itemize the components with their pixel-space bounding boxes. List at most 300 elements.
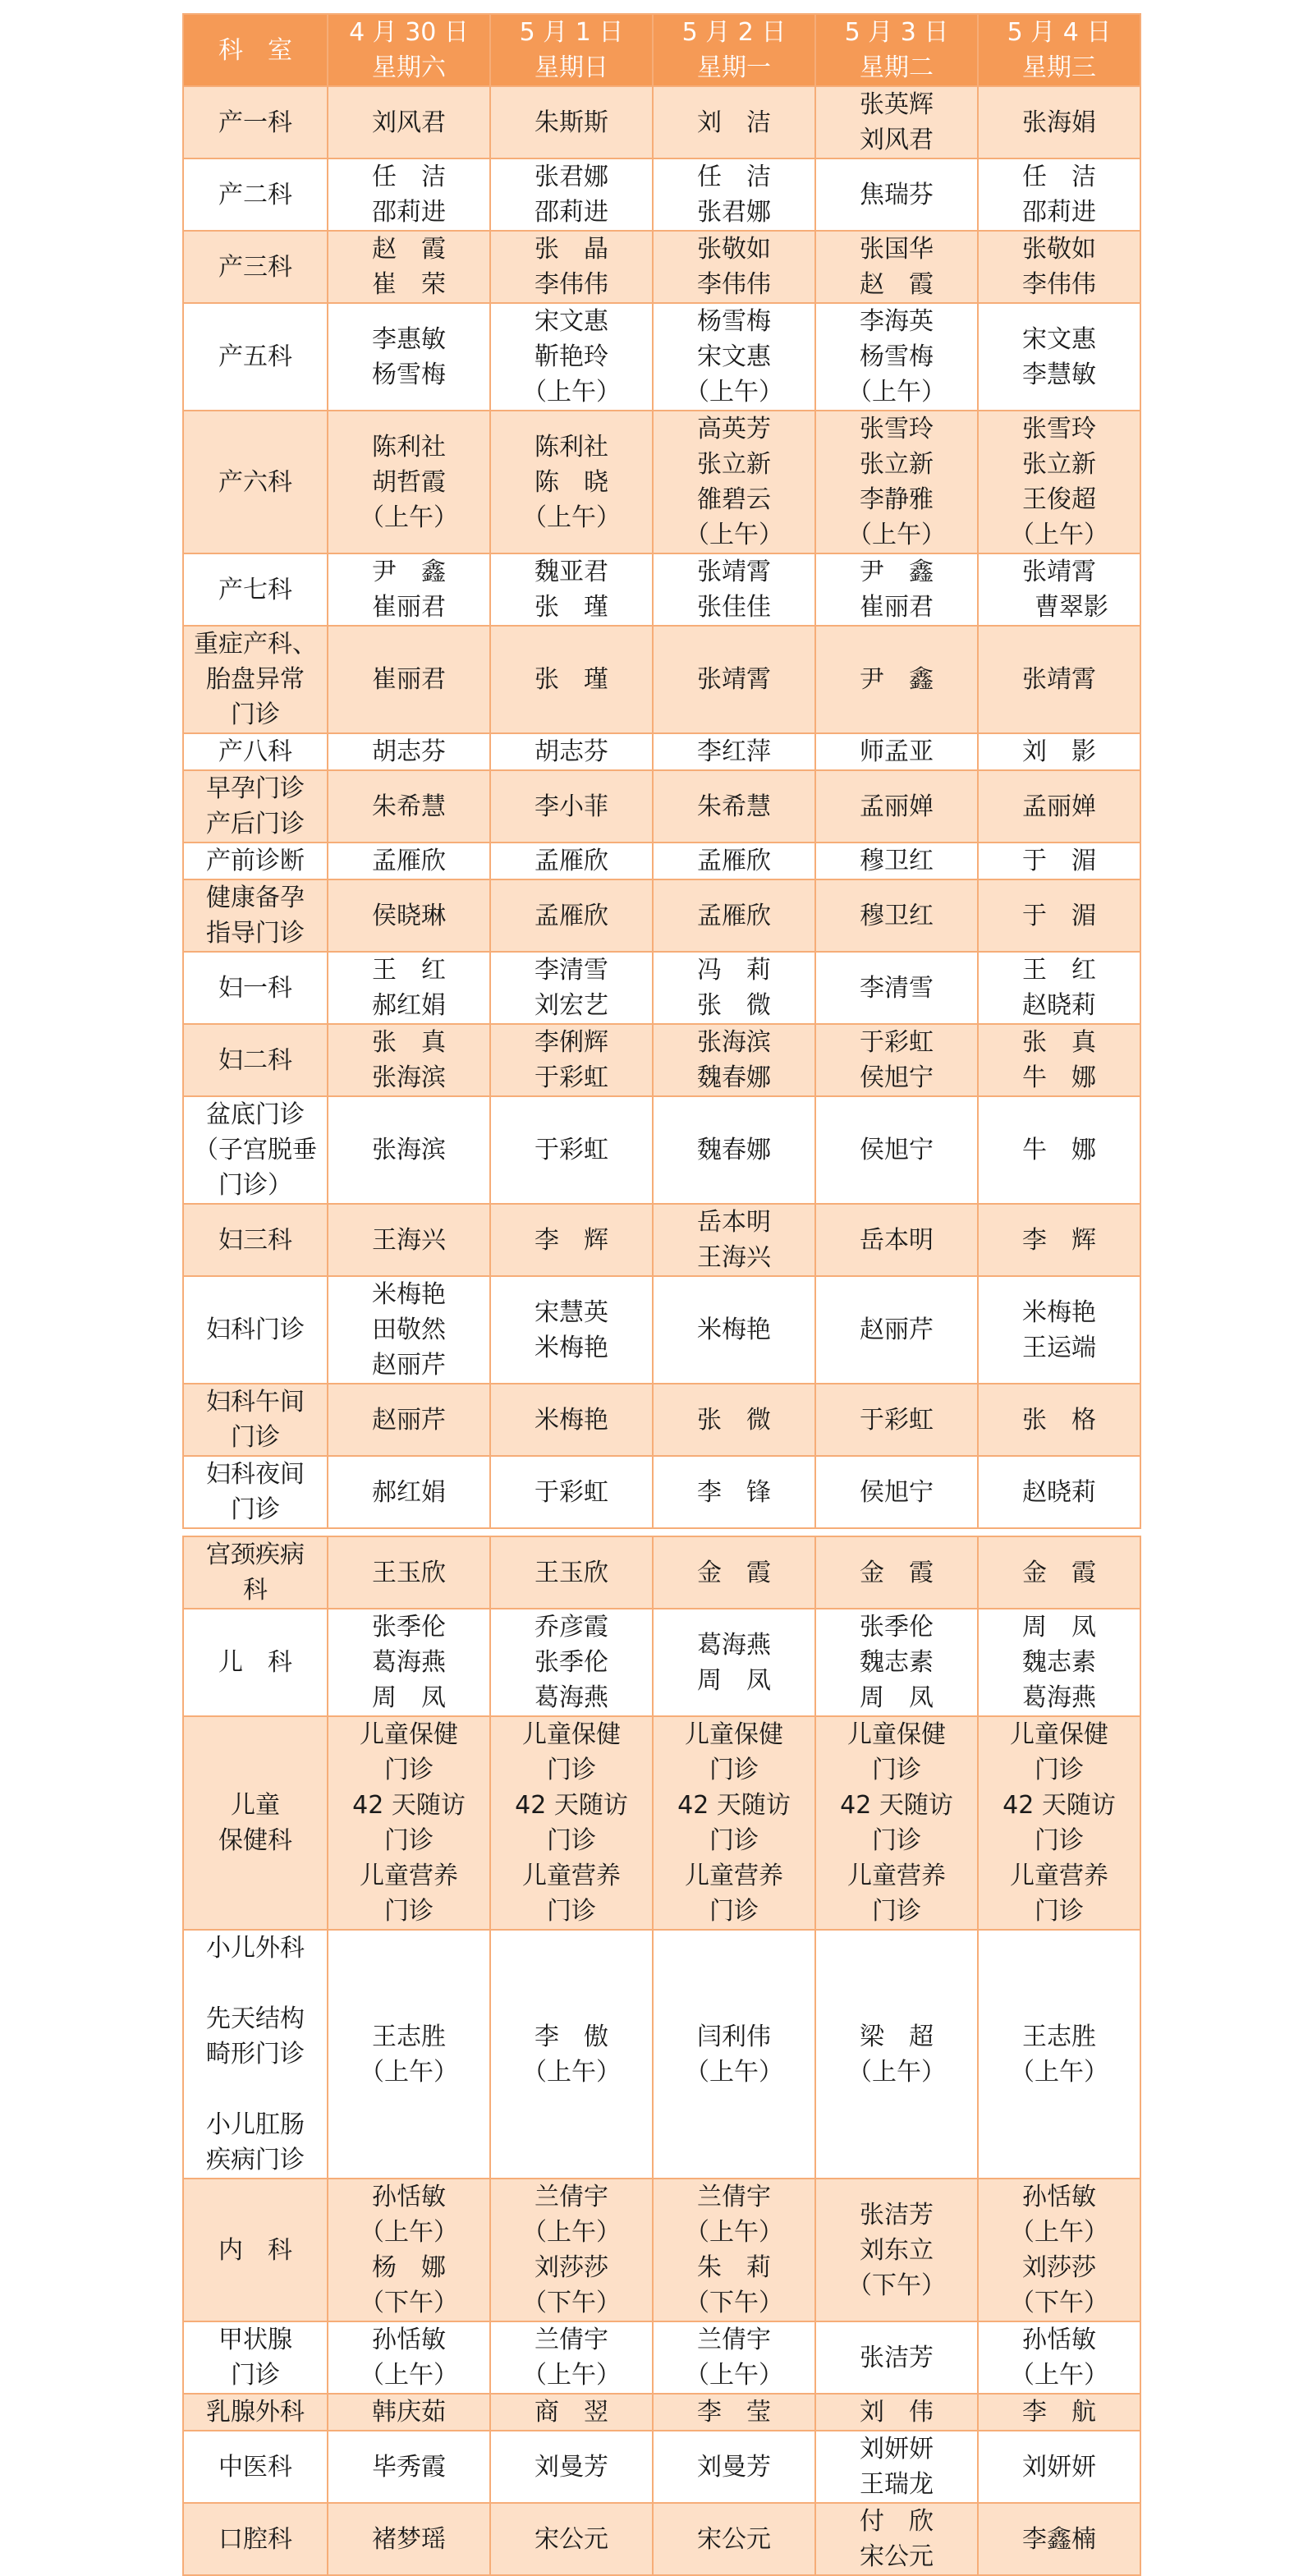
doctor-name: 梁 超 — [860, 2022, 934, 2051]
doctor-cell — [328, 1096, 490, 1204]
doctor-name: 米梅艳 — [697, 1316, 771, 1344]
table-row — [183, 303, 1140, 411]
doctor-name: 42 天随访 — [515, 1791, 628, 1820]
schedule-table-2 — [182, 1536, 1141, 2576]
doctor-name: 张海娟 — [1022, 108, 1096, 137]
dept-cell — [183, 2503, 328, 2575]
dept-line: 产前诊断 — [206, 847, 305, 875]
doctor-cell — [653, 1096, 815, 1204]
dept-cell — [183, 1204, 328, 1276]
doctor-name: 米梅艳 — [535, 1405, 608, 1435]
doctor-name: 张佳佳 — [697, 593, 771, 622]
table-row — [183, 1096, 1140, 1204]
doctor-cell — [815, 1716, 978, 1930]
doctor-name: 宋文惠 — [1022, 324, 1096, 354]
dept-line: 健康备孕 — [206, 884, 305, 912]
dept-cell — [183, 1609, 328, 1716]
header-day: 5 月 3 日 星期二 — [815, 14, 978, 86]
doctor-name: 42 天随访 — [840, 1791, 953, 1820]
doctor-name: 田敬然 — [372, 1316, 446, 1344]
doctor-name: 门诊 — [709, 1897, 759, 1926]
doctor-cell — [815, 1024, 978, 1096]
doctor-name: 张 真 — [1022, 1028, 1096, 1057]
doctor-cell — [815, 411, 978, 553]
doctor-name: 王 红 — [372, 956, 446, 985]
doctor-name: 焦瑞芬 — [860, 180, 934, 209]
doctor-name: 孙恬敏 — [372, 2183, 446, 2211]
doctor-name: 张立新 — [860, 450, 934, 479]
doctor-name: （上午） — [522, 2057, 621, 2087]
doctor-name: 岳本明 — [697, 1208, 771, 1237]
doctor-name: 赵 霞 — [372, 235, 446, 264]
doctor-name: 任 洁 — [1022, 163, 1096, 191]
table-row — [183, 952, 1140, 1024]
doctor-name: 毕秀霞 — [372, 2452, 446, 2482]
doctor-name: 孟雁欣 — [535, 847, 608, 875]
doctor-cell — [815, 86, 978, 158]
table-row — [183, 411, 1140, 553]
doctor-name: 孟雁欣 — [535, 901, 608, 930]
dept-line: 妇科午间 — [206, 1388, 305, 1417]
doctor-name: 崔丽君 — [372, 593, 446, 622]
doctor-cell — [328, 626, 490, 733]
doctor-name: 张君娜 — [535, 163, 608, 191]
doctor-cell — [490, 952, 653, 1024]
doctor-name: （上午） — [1010, 2218, 1108, 2247]
doctor-name: 刘宏艺 — [535, 991, 608, 1020]
doctor-name: 葛海燕 — [1022, 1683, 1096, 1712]
dept-line: 甲状腺 — [218, 2326, 292, 2354]
doctor-cell — [490, 1716, 653, 1930]
doctor-name: （上午） — [1010, 2361, 1108, 2390]
doctor-cell — [490, 1930, 653, 2179]
dept-line: 儿 科 — [218, 1648, 292, 1677]
doctor-cell — [490, 1204, 653, 1276]
doctor-name: 王玉欣 — [535, 1558, 608, 1587]
doctor-name: 兰倩宇 — [697, 2326, 771, 2354]
doctor-cell — [328, 2431, 490, 2503]
header-day: 5 月 1 日 星期日 — [490, 14, 653, 86]
dept-line: 产一科 — [218, 108, 292, 137]
doctor-name: 于 湄 — [1022, 847, 1096, 875]
doctor-name: 周 凤 — [372, 1683, 446, 1712]
doctor-cell — [490, 1096, 653, 1204]
doctor-cell — [490, 1456, 653, 1528]
doctor-name: 儿童保健 — [685, 1720, 783, 1749]
doctor-name: 门诊 — [1035, 1826, 1084, 1855]
doctor-name: （上午） — [1010, 2057, 1108, 2087]
doctor-name: 王玉欣 — [372, 1558, 446, 1587]
doctor-cell — [328, 158, 490, 231]
doctor-cell — [490, 733, 653, 770]
doctor-name: 郝红娟 — [372, 991, 446, 1020]
dept-line: 先天结构 — [206, 2004, 305, 2033]
dept-line: 妇三科 — [218, 1225, 292, 1255]
doctor-name: 孟丽婵 — [860, 792, 934, 821]
doctor-name: 门诊 — [1035, 1897, 1084, 1926]
doctor-name: 刘妍妍 — [860, 2435, 934, 2464]
dept-line: 妇科门诊 — [206, 1316, 305, 1344]
doctor-cell — [490, 303, 653, 411]
doctor-cell — [978, 1609, 1140, 1716]
doctor-name: 张 瑾 — [535, 593, 608, 622]
doctor-name: 魏亚君 — [535, 558, 608, 586]
dept-cell — [183, 1384, 328, 1456]
dept-cell — [183, 2321, 328, 2394]
doctor-name: 王运端 — [1022, 1333, 1096, 1362]
doctor-name: 门诊 — [872, 1826, 921, 1855]
doctor-cell — [653, 2503, 815, 2575]
table-row — [183, 158, 1140, 231]
doctor-cell — [490, 1024, 653, 1096]
doctor-name: 胡志芬 — [372, 737, 446, 766]
doctor-name: 孙恬敏 — [372, 2326, 446, 2354]
dept-line: 疾病门诊 — [206, 2146, 305, 2174]
doctor-name: 宋公元 — [535, 2524, 608, 2554]
doctor-name: 金 霞 — [1022, 1558, 1096, 1587]
doctor-name: 崔丽君 — [372, 665, 446, 694]
doctor-cell — [978, 1716, 1140, 1930]
doctor-cell — [653, 231, 815, 303]
doctor-name: 穆卫红 — [860, 847, 934, 875]
doctor-name: 李伟伟 — [1022, 270, 1096, 299]
table-row — [183, 1024, 1140, 1096]
doctor-name: 刘曼芳 — [535, 2452, 608, 2482]
doctor-cell — [978, 2179, 1140, 2321]
doctor-name: 张海滨 — [372, 1063, 446, 1092]
doctor-name: 米梅艳 — [372, 1280, 446, 1309]
doctor-name: 侯旭宁 — [860, 1063, 934, 1092]
doctor-cell — [328, 733, 490, 770]
doctor-cell — [815, 1536, 978, 1609]
dept-cell — [183, 879, 328, 952]
doctor-cell — [815, 303, 978, 411]
doctor-cell — [978, 2321, 1140, 2394]
doctor-name: 李清雪 — [535, 956, 608, 985]
doctor-name: 尹 鑫 — [860, 558, 934, 586]
dept-cell — [183, 553, 328, 626]
doctor-name: 李 辉 — [1022, 1225, 1096, 1255]
doctor-name: 于彩虹 — [535, 1063, 608, 1092]
doctor-cell — [328, 553, 490, 626]
doctor-cell — [978, 1204, 1140, 1276]
table-row — [183, 1536, 1140, 1609]
doctor-name: 李俐辉 — [535, 1028, 608, 1057]
doctor-cell — [653, 2179, 815, 2321]
doctor-name: 刘风君 — [372, 108, 446, 137]
doctor-name: 张季伦 — [535, 1648, 608, 1677]
dept-line: 产三科 — [218, 252, 292, 282]
doctor-cell — [490, 2321, 653, 2394]
dept-line: 门诊 — [231, 1495, 280, 1524]
doctor-name: 孙恬敏 — [1022, 2183, 1096, 2211]
dept-cell — [183, 1930, 328, 2179]
doctor-name: 于彩虹 — [860, 1405, 934, 1435]
doctor-cell — [815, 843, 978, 879]
doctor-name: 孟雁欣 — [697, 847, 771, 875]
doctor-name: 张雪玲 — [860, 415, 934, 443]
doctor-cell — [490, 2431, 653, 2503]
doctor-cell — [328, 770, 490, 843]
table-row — [183, 1456, 1140, 1528]
doctor-name: 陈 晓 — [535, 467, 608, 497]
doctor-cell — [815, 2179, 978, 2321]
doctor-cell — [653, 411, 815, 553]
doctor-name: 陈利社 — [372, 432, 446, 461]
table-row — [183, 2179, 1140, 2321]
doctor-cell — [490, 231, 653, 303]
dept-cell — [183, 86, 328, 158]
table-row — [183, 2503, 1140, 2575]
doctor-name: 王海兴 — [697, 1243, 771, 1272]
doctor-cell — [653, 879, 815, 952]
table-row — [183, 1384, 1140, 1456]
doctor-name: 邵莉进 — [1022, 198, 1096, 227]
header-day: 5 月 4 日 星期三 — [978, 14, 1140, 86]
doctor-name: 张洁芳 — [860, 2200, 934, 2229]
doctor-cell — [815, 626, 978, 733]
doctor-name: 王 红 — [1022, 956, 1096, 985]
doctor-cell — [328, 2179, 490, 2321]
doctor-cell — [978, 1384, 1140, 1456]
dept-cell — [183, 1276, 328, 1384]
doctor-cell — [978, 733, 1140, 770]
table-row — [183, 770, 1140, 843]
doctor-cell — [815, 1204, 978, 1276]
doctor-name: 赵丽芹 — [860, 1316, 934, 1344]
doctor-cell — [653, 1024, 815, 1096]
doctor-name: 儿童保健 — [1010, 1720, 1108, 1749]
doctor-name: 崔丽君 — [860, 593, 934, 622]
doctor-cell — [978, 952, 1140, 1024]
doctor-cell — [328, 2503, 490, 2575]
table-row — [183, 2394, 1140, 2431]
doctor-name: 周 凤 — [860, 1683, 934, 1712]
doctor-cell — [490, 86, 653, 158]
doctor-cell — [978, 1456, 1140, 1528]
dept-line: 产后门诊 — [206, 810, 305, 838]
doctor-name: （上午） — [360, 503, 458, 532]
doctor-cell — [490, 626, 653, 733]
dept-cell — [183, 1716, 328, 1930]
doctor-name: 张敬如 — [697, 235, 771, 264]
doctor-cell — [815, 1609, 978, 1716]
doctor-cell — [328, 952, 490, 1024]
doctor-name: 刘莎莎 — [535, 2253, 608, 2282]
doctor-cell — [815, 1096, 978, 1204]
doctor-name: 门诊 — [384, 1826, 434, 1855]
dept-cell — [183, 2394, 328, 2431]
doctor-name: 米梅艳 — [1022, 1297, 1096, 1327]
doctor-name: 赵 霞 — [860, 270, 934, 299]
doctor-name: 张靖霄 — [697, 558, 771, 586]
doctor-cell — [328, 1024, 490, 1096]
doctor-cell — [328, 1716, 490, 1930]
doctor-name: 儿童营养 — [522, 1862, 621, 1890]
doctor-name: 儿童营养 — [847, 1862, 946, 1890]
dept-cell — [183, 2431, 328, 2503]
doctor-name: 赵晓莉 — [1022, 1477, 1096, 1507]
doctor-cell — [653, 1930, 815, 2179]
doctor-name: 门诊 — [872, 1897, 921, 1926]
doctor-cell — [815, 1276, 978, 1384]
dept-cell — [183, 1024, 328, 1096]
dept-line: 科 — [243, 1576, 268, 1605]
doctor-name: 李鑫楠 — [1022, 2524, 1096, 2554]
doctor-name: 米梅艳 — [535, 1333, 608, 1362]
dept-line: 产二科 — [218, 180, 292, 209]
doctor-name: 宋公元 — [697, 2524, 771, 2554]
doctor-name: 朱希慧 — [697, 792, 771, 821]
doctor-cell — [490, 1276, 653, 1384]
doctor-name: 门诊 — [547, 1897, 596, 1926]
doctor-name: 儿童营养 — [1010, 1862, 1108, 1890]
dept-line: 产五科 — [218, 342, 292, 371]
doctor-name: 韩庆茹 — [372, 2398, 446, 2427]
doctor-name: 42 天随访 — [677, 1791, 791, 1820]
doctor-name: 刘莎莎 — [1022, 2253, 1096, 2282]
doctor-name: 杨雪梅 — [860, 342, 934, 371]
doctor-cell — [490, 2394, 653, 2431]
doctor-name: 张 真 — [372, 1028, 446, 1057]
doctor-name: 魏志素 — [1022, 1648, 1096, 1677]
doctor-cell — [328, 879, 490, 952]
doctor-name: 陈利社 — [535, 432, 608, 461]
doctor-cell — [978, 1536, 1140, 1609]
dept-line: 门诊） — [218, 1171, 292, 1200]
doctor-name: 张靖霄 — [1022, 665, 1096, 694]
doctor-name: 雒碧云 — [697, 485, 771, 514]
doctor-name: （下午） — [847, 2271, 946, 2300]
doctor-name: 张立新 — [1022, 450, 1096, 479]
doctor-name: 于彩虹 — [535, 1136, 608, 1164]
doctor-name: 刘 洁 — [697, 108, 771, 137]
doctor-name: 李 锋 — [697, 1477, 771, 1507]
doctor-name: 赵丽芹 — [372, 1351, 446, 1380]
doctor-name: 侯旭宁 — [860, 1136, 934, 1164]
dept-line: 门诊 — [231, 700, 280, 729]
doctor-cell — [653, 1716, 815, 1930]
doctor-cell — [328, 1384, 490, 1456]
doctor-name: 朱 莉 — [697, 2253, 771, 2282]
doctor-name: 李 傲 — [535, 2022, 608, 2051]
doctor-name: 郝红娟 — [372, 1477, 446, 1507]
doctor-name: 李伟伟 — [535, 270, 608, 299]
doctor-name: 邵莉进 — [372, 198, 446, 227]
doctor-name: 门诊 — [384, 1756, 434, 1784]
doctor-name: 葛海燕 — [535, 1683, 608, 1712]
dept-cell — [183, 411, 328, 553]
doctor-name: （上午） — [685, 2361, 783, 2390]
doctor-cell — [328, 2321, 490, 2394]
dept-cell — [183, 1456, 328, 1528]
doctor-cell — [328, 1204, 490, 1276]
dept-line: 盆底门诊 — [206, 1100, 305, 1129]
doctor-name: 朱希慧 — [372, 792, 446, 821]
doctor-cell — [815, 2394, 978, 2431]
doctor-name: 宋文惠 — [535, 307, 608, 336]
doctor-name: 刘妍妍 — [1022, 2452, 1096, 2482]
table-row — [183, 1716, 1140, 1930]
doctor-name: （上午） — [522, 503, 621, 532]
doctor-name: 42 天随访 — [352, 1791, 466, 1820]
doctor-name: 胡哲霞 — [372, 467, 446, 497]
doctor-name: 张海滨 — [697, 1028, 771, 1057]
doctor-name: 任 洁 — [372, 163, 446, 191]
doctor-cell — [653, 770, 815, 843]
doctor-cell — [653, 158, 815, 231]
doctor-name: 岳本明 — [860, 1225, 934, 1255]
doctor-cell — [978, 1276, 1140, 1384]
doctor-cell — [978, 626, 1140, 733]
doctor-name: 葛海燕 — [372, 1648, 446, 1677]
doctor-name: 刘 影 — [1022, 737, 1096, 766]
doctor-cell — [328, 1456, 490, 1528]
doctor-cell — [490, 1384, 653, 1456]
doctor-cell — [328, 303, 490, 411]
doctor-name: 张靖霄 — [697, 665, 771, 694]
doctor-name: 商 翌 — [535, 2398, 608, 2427]
doctor-name: （下午） — [685, 2289, 783, 2317]
dept-cell — [183, 770, 328, 843]
doctor-cell — [815, 231, 978, 303]
doctor-name: 王志胜 — [1022, 2022, 1096, 2051]
doctor-cell — [978, 231, 1140, 303]
doctor-name: 孟丽婵 — [1022, 792, 1096, 821]
doctor-cell — [653, 952, 815, 1024]
doctor-cell — [815, 733, 978, 770]
doctor-cell — [978, 879, 1140, 952]
doctor-name: 乔彦霞 — [535, 1613, 608, 1642]
doctor-name: 王海兴 — [372, 1225, 446, 1255]
doctor-name: 周 凤 — [1022, 1613, 1096, 1642]
doctor-cell — [815, 2503, 978, 2575]
doctor-cell — [978, 843, 1140, 879]
doctor-cell — [653, 1204, 815, 1276]
doctor-cell — [978, 303, 1140, 411]
table-row — [183, 2321, 1140, 2394]
doctor-cell — [815, 2431, 978, 2503]
doctor-cell — [978, 2503, 1140, 2575]
doctor-name: 冯 莉 — [697, 956, 771, 985]
doctor-name: （下午） — [1010, 2289, 1108, 2317]
doctor-cell — [978, 2394, 1140, 2431]
doctor-name: 李小菲 — [535, 792, 608, 821]
doctor-cell — [328, 1276, 490, 1384]
doctor-name: 侯旭宁 — [860, 1477, 934, 1507]
doctor-name: 王俊超 — [1022, 485, 1096, 514]
table-row — [183, 626, 1140, 733]
dept-line: 儿童 — [231, 1791, 280, 1820]
doctor-cell — [328, 411, 490, 553]
dept-line: 畸形门诊 — [206, 2040, 305, 2069]
doctor-name: 张 晶 — [535, 235, 608, 264]
doctor-name: 门诊 — [1035, 1756, 1084, 1784]
doctor-name: 崔 荣 — [372, 270, 446, 299]
doctor-cell — [653, 1384, 815, 1456]
doctor-cell — [978, 86, 1140, 158]
doctor-cell — [815, 158, 978, 231]
doctor-name: 儿童保健 — [522, 1720, 621, 1749]
doctor-cell — [653, 1609, 815, 1716]
doctor-cell — [815, 2321, 978, 2394]
doctor-cell — [653, 1536, 815, 1609]
doctor-name: 李清雪 — [860, 973, 934, 1003]
doctor-name: 穆卫红 — [860, 901, 934, 930]
doctor-name: （下午） — [522, 2289, 621, 2317]
dept-cell — [183, 158, 328, 231]
table-row — [183, 231, 1140, 303]
